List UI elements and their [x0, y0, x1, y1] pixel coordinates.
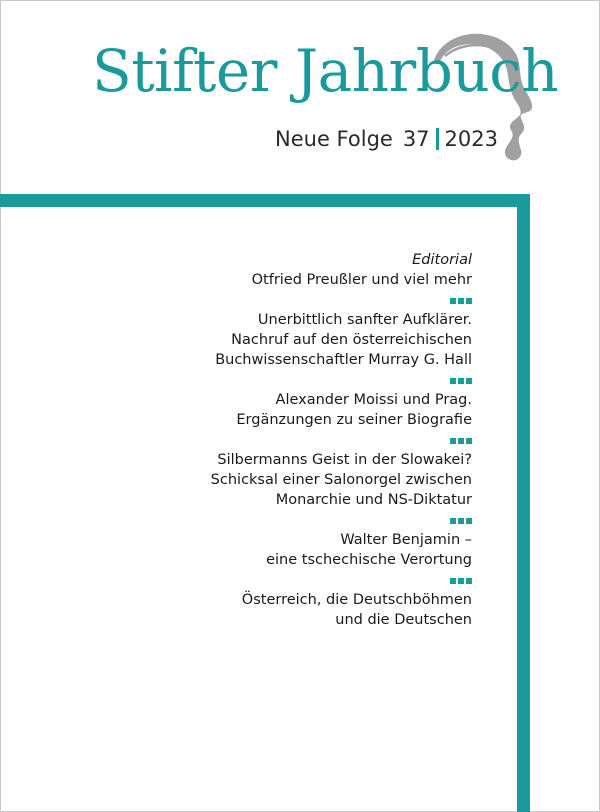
- article-line: Alexander Moissi und Prag.: [275, 392, 472, 408]
- article-entry: [112, 390, 472, 430]
- accent-band-horizontal: [0, 194, 530, 207]
- article-line: eine tschechische Verortung: [266, 552, 472, 568]
- editorial-title: Otfried Preußler und viel mehr: [251, 272, 472, 288]
- article-line: Silbermanns Geist in der Slowakei?: [217, 452, 472, 468]
- teal-square-dots-icon: [112, 378, 472, 384]
- teal-square-dots-icon: [112, 438, 472, 444]
- teal-square-dots-icon: [112, 518, 472, 524]
- article-line: Österreich, die Deutschböhmen: [241, 592, 472, 608]
- article-line: Buchwissenschaftler Murray G. Hall: [215, 352, 472, 368]
- article-line: Walter Benjamin –: [340, 532, 472, 548]
- article-entry: [112, 450, 472, 510]
- article-entry: [112, 590, 472, 630]
- editorial-entry: [112, 250, 472, 290]
- article-line: Nachruf auf den österreichischen: [231, 332, 472, 348]
- editorial-label: Editorial: [412, 252, 472, 268]
- article-line: Ergänzungen zu seiner Biografie: [236, 412, 472, 428]
- issue-line: [275, 128, 498, 150]
- issue-year: 2023: [444, 126, 498, 151]
- article-entry: [112, 530, 472, 570]
- article-line: Schicksal einer Salonorgel zwischen: [210, 472, 472, 488]
- article-line: und die Deutschen: [335, 612, 472, 628]
- series-label: Neue Folge: [275, 126, 393, 151]
- article-entry: [112, 310, 472, 370]
- issue-separator: [436, 128, 439, 150]
- teal-square-dots-icon: [112, 578, 472, 584]
- table-of-contents: [112, 250, 472, 630]
- article-line: Monarchie und NS-Diktatur: [275, 492, 472, 508]
- teal-square-dots-icon: [112, 298, 472, 304]
- accent-band-vertical: [517, 194, 530, 812]
- journal-title: Stifter Jahrbuch: [92, 37, 559, 105]
- volume-number: 37: [402, 126, 430, 151]
- article-line: Unerbittlich sanfter Aufklärer.: [257, 312, 472, 328]
